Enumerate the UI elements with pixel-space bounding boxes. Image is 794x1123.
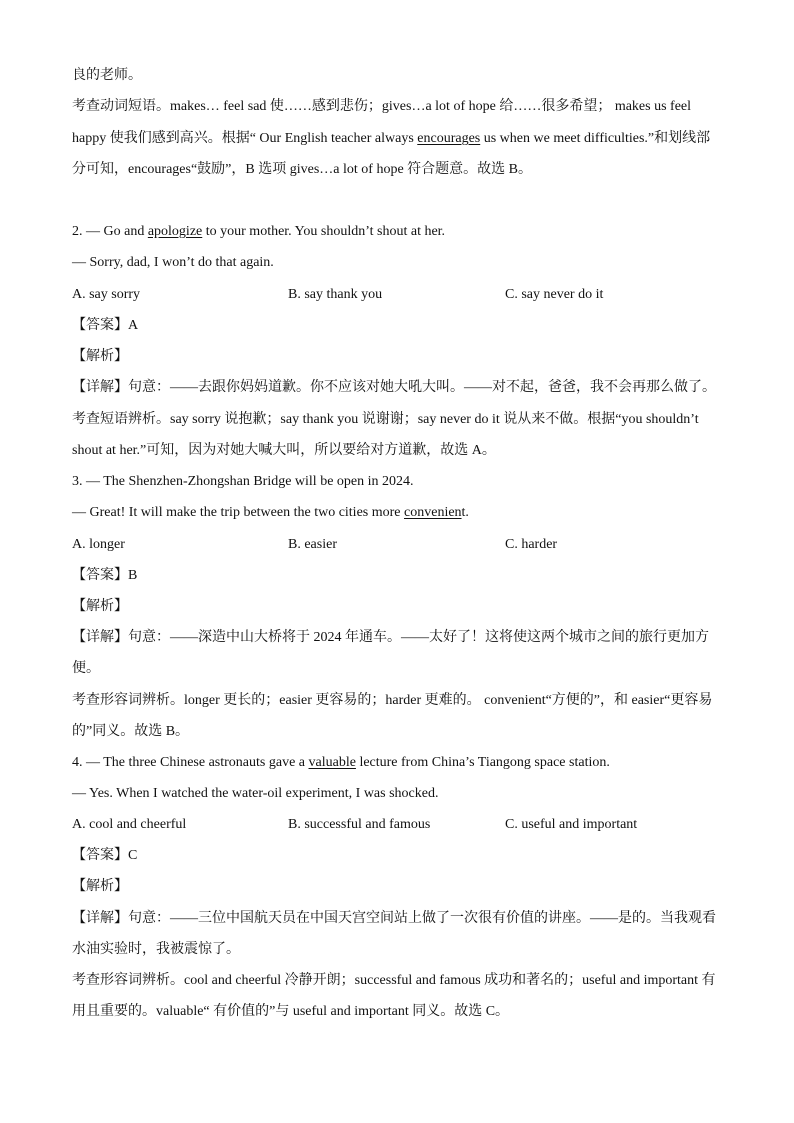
text-span: lecture from China’s Tiangong space station. bbox=[355, 755, 610, 770]
underlined-word: valuable bbox=[308, 755, 356, 770]
q3-analysis-heading: 【解析】 bbox=[72, 599, 128, 614]
text-span: — Great! It will make the trip between the two cities more bbox=[72, 505, 405, 520]
q4-detail-line: 考查形容词辨析。cool and cheerful 冷静开朗；successful and famous 成功和著名的；useful and important 有 bbox=[72, 973, 716, 988]
q2-option-a: A. say sorry bbox=[72, 287, 141, 302]
text-span: 4. — The three Chinese astronauts gave a bbox=[72, 755, 309, 770]
q3-detail-line: 【详解】句意：——深造中山大桥将于 2024 年通车。——太好了！这将使这两个城市之间的旅行更加方 bbox=[72, 630, 709, 645]
q1-explanation-line: 良的老师。 bbox=[72, 68, 142, 83]
q3-detail-line: 的”同义。故选 B。 bbox=[72, 724, 190, 739]
q4-detail-line: 用且重要的。valuable“ 有价值的”与 useful and important 同义。故选 C。 bbox=[72, 1004, 510, 1019]
q2-option-c: C. say never do it bbox=[505, 287, 604, 302]
q3-option-c: C. harder bbox=[505, 537, 558, 552]
q1-explanation-line bbox=[72, 129, 710, 149]
q2-question bbox=[72, 222, 445, 242]
text-span: t. bbox=[461, 505, 469, 520]
q2-detail-line: shout at her.”可知，因为对她大喊大叫，所以要给对方道歉，故选 A。 bbox=[72, 443, 496, 458]
q4-option-b: B. successful and famous bbox=[288, 817, 431, 832]
q2-detail-line: 【详解】句意：——去跟你妈妈道歉。你不应该对她大吼大叫。——对不起，爸爸，我不会再那么做了。 bbox=[72, 380, 716, 395]
q3-detail-line: 考查形容词辨析。longer 更长的；easier 更容易的；harder 更难的。 convenient“方便的”，和 easier“更容易 bbox=[72, 693, 713, 708]
q2-detail-line: 考查短语辨析。say sorry 说抱歉；say thank you 说谢谢；say never do it 说从来不做。根据“you shouldn’t bbox=[72, 412, 699, 427]
underlined-word: encourages bbox=[417, 131, 481, 146]
q2-answer: 【答案】A bbox=[72, 318, 139, 333]
q3-option-b: B. easier bbox=[288, 537, 337, 552]
text-span: to your mother. You shouldn’t shout at her. bbox=[202, 224, 446, 239]
q2-option-b: B. say thank you bbox=[288, 287, 383, 302]
q3-dialogue-reply bbox=[72, 503, 469, 523]
q2-dialogue-reply: — Sorry, dad, I won’t do that again. bbox=[72, 255, 274, 270]
q3-question: 3. — The Shenzhen-Zhongshan Bridge will be open in 2024. bbox=[72, 474, 414, 489]
underlined-word: convenien bbox=[404, 505, 462, 520]
q1-explanation-line: 分可知，encourages“鼓励”，B 选项 gives…a lot of hope 符合题意。故选 B。 bbox=[72, 162, 532, 177]
q4-dialogue-reply: — Yes. When I watched the water-oil experiment, I was shocked. bbox=[72, 786, 439, 801]
text-span: us when we meet difficulties.”和划线部 bbox=[480, 131, 711, 146]
q4-analysis-heading: 【解析】 bbox=[72, 879, 128, 894]
q4-answer: 【答案】C bbox=[72, 848, 138, 863]
q4-option-c: C. useful and important bbox=[505, 817, 638, 832]
q1-explanation-line: 考查动词短语。makes… feel sad 使……感到悲伤；gives…a lot of hope 给……很多希望； makes us feel bbox=[72, 99, 692, 114]
q4-detail-line: 水油实验时，我被震惊了。 bbox=[72, 942, 240, 957]
text-span: 2. — Go and bbox=[72, 224, 148, 239]
q4-detail-line: 【详解】句意：——三位中国航天员在中国天宫空间站上做了一次很有价值的讲座。——是的。当我观看 bbox=[72, 911, 716, 926]
q2-analysis-heading: 【解析】 bbox=[72, 349, 128, 364]
q4-question bbox=[72, 753, 610, 773]
text-span: happy 使我们感到高兴。根据“ Our English teacher always bbox=[72, 131, 418, 146]
underlined-word: apologize bbox=[147, 224, 203, 239]
q3-option-a: A. longer bbox=[72, 537, 125, 552]
q3-answer: 【答案】B bbox=[72, 568, 138, 583]
q3-detail-line: 便。 bbox=[72, 661, 100, 676]
q4-option-a: A. cool and cheerful bbox=[72, 817, 187, 832]
